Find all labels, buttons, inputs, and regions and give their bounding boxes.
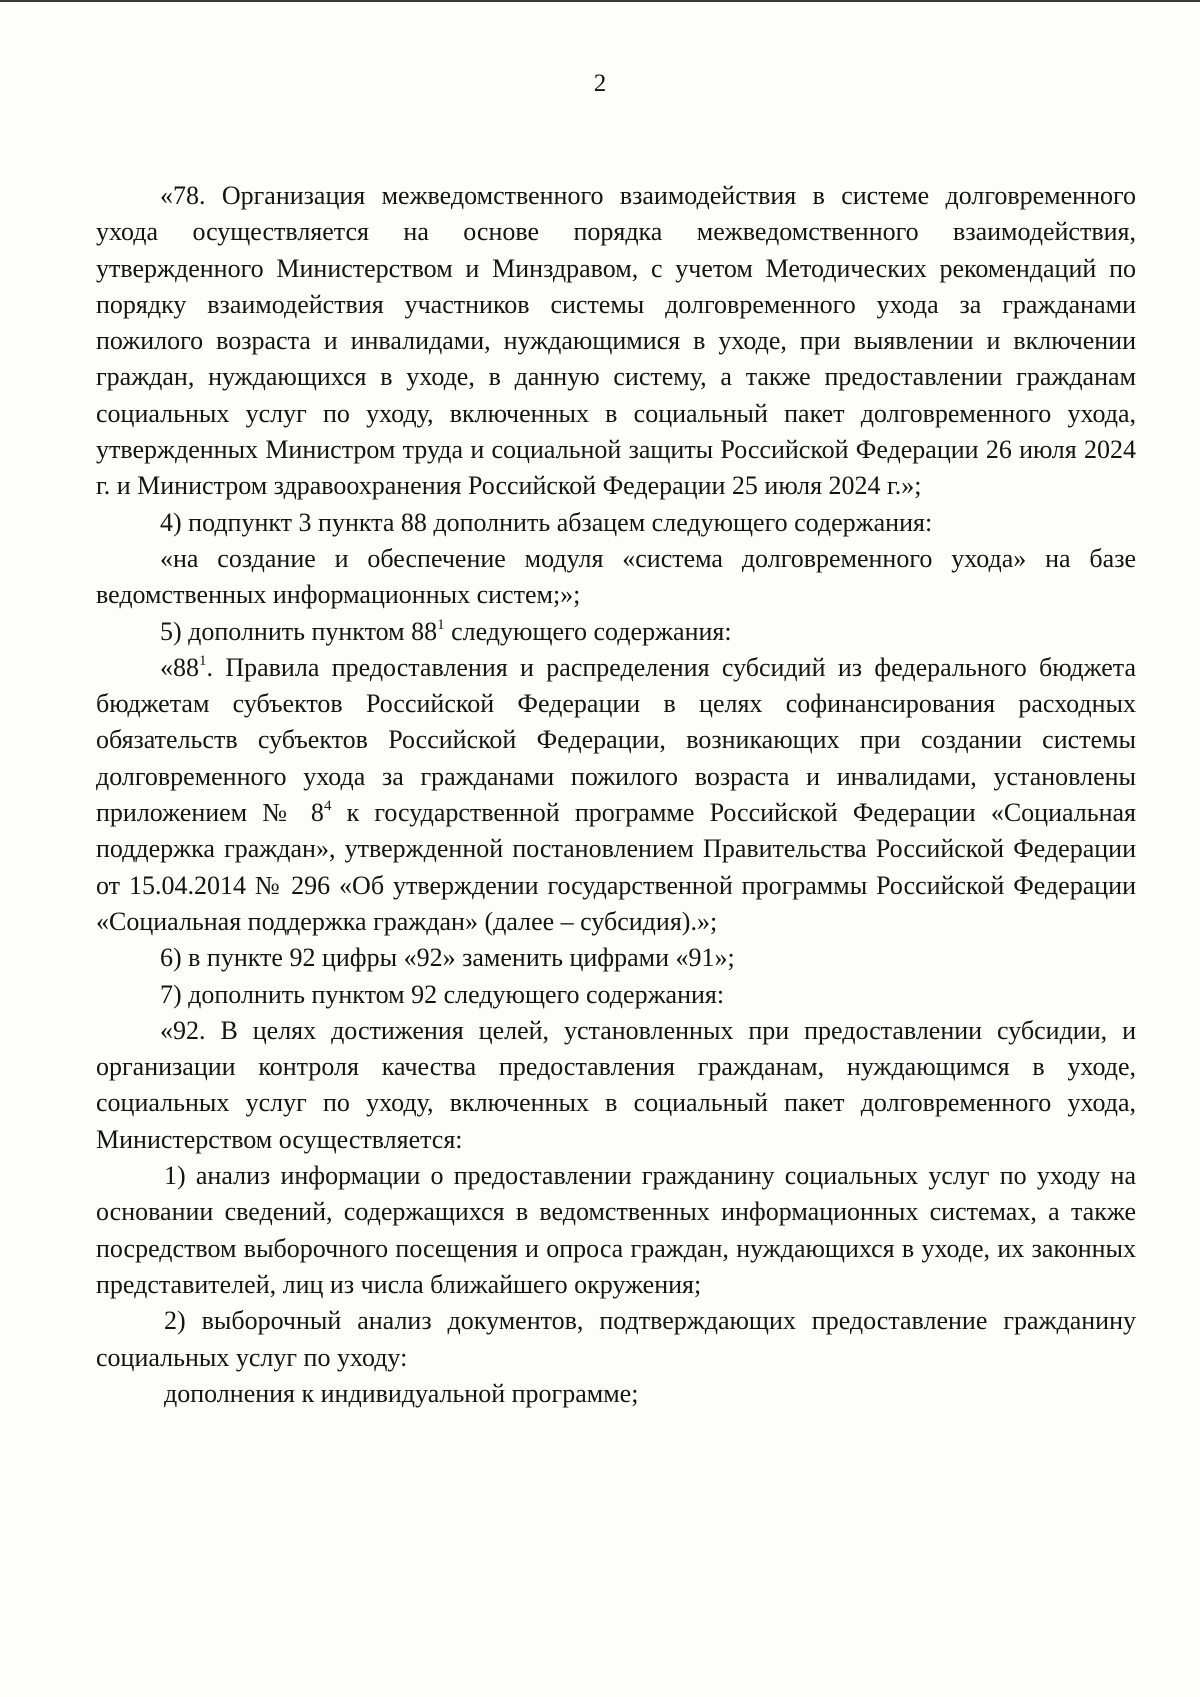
paragraph-item-6: 6) в пункте 92 цифры «92» заменить цифрами «91»; [160, 943, 735, 973]
paragraph-92-subitem-2-bullet: дополнения к индивидуальной программе; [164, 1378, 639, 1408]
paragraph-78: «78. Организация межведомственного взаимодействия в системе долговременного ухода осуществляется на основе порядка межведомственного взаимодействия, утвержденного Министерством и Минздравом, с учетом Методических рекомендаций по порядку взаимодействия участников системы долговременного ухода за гражданами пожилого возраста и инвалидами, нуждающимися в уходе, при выявлении и включении граждан, нуждающихся в уходе, в данную систему, а также предоставлении гражданам социальных услуг по уходу, включенных в социальный пакет долговременного ухода, утвержденных Министром труда и социальной защиты Российской Федерации 26 июля 2024 г. и Министром здравоохранения Российской Федерации 25 июля 2024 г.»; [96, 181, 1136, 501]
paragraph-item-5: 5) дополнить пунктом $88^1$ следующего содержания: [160, 616, 732, 646]
paragraph-item-4: 4) подпункт 3 пункта 88 дополнить абзацем следующего содержания: [160, 507, 933, 537]
page-number: 2 [593, 70, 607, 97]
document-body [96, 178, 1136, 1412]
superscript-index: 1 [199, 652, 207, 669]
paragraph-92-subitem-2: 2) выборочный анализ документов, подтверждающих предоставление гражданину социальных услуг по уходу: [96, 1306, 1136, 1372]
scan-edge-line [0, 0, 1200, 2]
superscript-index: 1 [437, 616, 445, 633]
superscript-index: 4 [323, 798, 332, 815]
paragraph-92: «92. В целях достижения целей, установленных при предоставлении субсидии, и организации контроля качества предоставления гражданам, нуждающимся в уходе, социальных услуг по уходу, включенных в социальный пакет долговременного ухода, Министерством осуществляется: [96, 1015, 1136, 1154]
paragraph-88-1: «$88^1$. Правила предоставления и распределения субсидий из федерального бюджета бюджетам субъектов Российской Федерации в целях софинансирования расходных обязательств субъектов Российской Федерации, возникающих при создании системы долговременного ухода за гражданами пожилого возраста и инвалидами, установлены приложением № $8^4$ к государственной программе Российской Федерации «Социальная поддержка граждан», утвержденной постановлением Правительства Российской Федерации от 15.04.2014 № 296 «Об утверждении государственной программы Российской Федерации «Социальная поддержка граждан» (далее – субсидия).»; [96, 652, 1136, 936]
paragraph-item-7: 7) дополнить пунктом 92 следующего содержания: [160, 979, 725, 1009]
paragraph-item-4-text: «на создание и обеспечение модуля «система долговременного ухода» на базе ведомственных информационных систем;»; [96, 543, 1136, 610]
paragraph-92-subitem-1: 1) анализ информации о предоставлении гражданину социальных услуг по уходу на основании сведений, содержащихся в ведомственных информационных системах, а также посредством выборочного посещения и опроса граждан, нуждающихся в уходе, их законных представителей, лиц из числа ближайшего окружения; [96, 1161, 1136, 1299]
